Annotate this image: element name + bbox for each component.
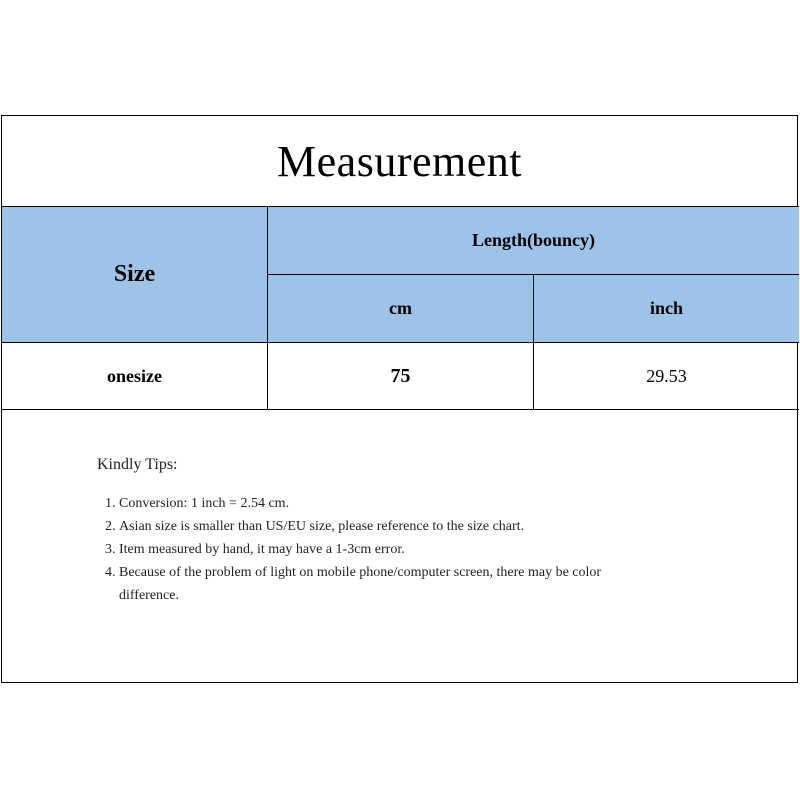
measurement-card bbox=[1, 115, 798, 683]
tip-item: 1. Conversion: 1 inch = 2.54 cm. bbox=[119, 492, 657, 515]
tips-title: Kindly Tips: bbox=[97, 456, 178, 473]
inch-column-header: inch bbox=[534, 274, 799, 342]
table-cell-cm: 75 bbox=[268, 342, 534, 410]
length-column-header: Length(bouncy) bbox=[268, 206, 799, 274]
size-table bbox=[2, 206, 797, 410]
table-cell-size: onesize bbox=[2, 342, 268, 410]
tips-list bbox=[97, 492, 657, 607]
tip-item: 3. Item measured by hand, it may have a 1-3cm error. bbox=[119, 538, 657, 561]
size-column-header: Size bbox=[2, 206, 268, 342]
tip-item: 4. Because of the problem of light on mobile phone/computer screen, there may be color difference. bbox=[119, 561, 657, 607]
page-title: Measurement bbox=[277, 136, 522, 186]
kindly-tips bbox=[97, 456, 657, 607]
table-cell-inch: 29.53 bbox=[534, 342, 799, 410]
tip-item: 2. Asian size is smaller than US/EU size, please reference to the size chart. bbox=[119, 515, 657, 538]
cm-column-header: cm bbox=[268, 274, 534, 342]
